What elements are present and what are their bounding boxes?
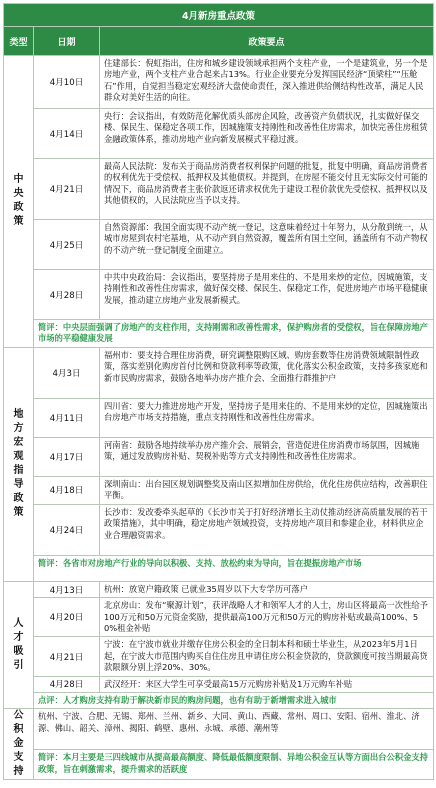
category-char: 公 (13, 710, 24, 722)
category-char: 地 (13, 409, 24, 421)
row-date: 4月21日 (34, 159, 100, 220)
section-comment: 点评：人才购房支持有助于解决新市民的购房问题，也有有助于新增需求进入城市 (34, 693, 434, 709)
category-char: 政 (13, 493, 24, 505)
category-local-label (4, 408, 33, 520)
row-text: 住建部长：倪虹指出，住房和城乡建设领域承担两个支柱产业，一个是建筑业，另一个是房地产业，两个支柱产业合起来占13%。行业企业要充分发挥国民经济“顶梁柱”“压舱石”作用，自觉担当稳定宏观经济大盘使命责任，深入推进供给侧结构性改革，满足人民群众对美好生活的向往。 (100, 56, 434, 109)
category-char: 金 (13, 738, 24, 750)
policy-table (3, 3, 434, 780)
section-comment: 简评：各省市对房地产行业的导向以积极、支持、放松约束为导向，旨在提振房地产市场 (34, 555, 434, 581)
category-char: 导 (13, 479, 24, 491)
category-char: 吸 (13, 646, 24, 658)
category-char: 中 (13, 174, 24, 186)
row-date: 4月21日 (34, 637, 100, 676)
row-date: 4月25日 (34, 220, 100, 270)
category-char: 方 (13, 423, 24, 435)
table-title: 4月新房重点政策 (4, 4, 434, 27)
row-text: 四川省：要大力推进房地产开发，坚持房子是用来住的、不是用来炒的定位，因城施策出台房地产市场支持措施，重点支持刚性和改善性住房需求。 (100, 398, 434, 437)
category-char: 策 (13, 507, 24, 519)
category-char: 央 (13, 188, 24, 200)
section-comment: 简评：中央层面强调了房地产的支柱作用，支持刚需和改善性需求，保护购房者的受偿权，旨在保障房地产市场的平稳健康发展 (34, 320, 434, 348)
category-central (4, 56, 34, 348)
category-char: 策 (13, 216, 24, 228)
row-date: 4月28日 (34, 676, 100, 692)
row-text: 最高人民法院：发布关于商品房消费者权利保护问题的批复，批复中明确，商品房消费者的权利优先于受偿权、抵押权及其他债权。并提到，在房屋不能交付且无实际交付可能的情况下，商品房消费者主张价款返还请求权优先于建设工程价款优先受偿权、抵押权以及其他债权的，人民法院应当予以支持。 (100, 159, 434, 220)
row-date: 4月18日 (34, 476, 100, 504)
row-date: 4月3日 (34, 347, 100, 398)
fund-cities: 杭州、宁波、合肥、无锡、郑州、兰州、新乡、大同、黄山、西藏、常州、周口、安阳、宿州、淮北、济源、佛山、韶关、漳州、揭阳、鹤壁、惠州、永城、承德、潮州等 (34, 709, 434, 750)
row-text: 宁波：在宁波市就业并缴存住房公积金的全日制本科和硕士毕业生，从2023年5月1日起，在宁波大市范围内购买自住住房且申请住房公积金贷款的，贷款额度可按当期最高贷款限额分别上浮20%、30%。 (100, 637, 434, 676)
category-talent (4, 581, 34, 709)
category-char: 指 (13, 465, 24, 477)
header-date: 日期 (34, 27, 100, 56)
row-date: 4月20日 (34, 598, 100, 637)
category-char: 观 (13, 451, 24, 463)
category-char: 人 (13, 618, 24, 630)
row-date: 4月11日 (34, 398, 100, 437)
row-date: 4月14日 (34, 109, 100, 159)
row-date: 4月10日 (34, 56, 100, 109)
section-comment: 简评：本月主要是三四线城市从提高最高额度、降低最低额度限制、异地公积金互认等方面出台公积金支持政策，旨在刺激需求，提升需求的活跃度 (34, 750, 434, 780)
category-char: 积 (13, 724, 24, 736)
category-talent-label (4, 617, 33, 673)
category-fund (4, 709, 34, 780)
header-policy: 政策要点 (100, 27, 434, 56)
category-fund-label (4, 709, 33, 779)
row-text: 北京房山：发布“聚源计划”，获评战略人才和领军人才的人士，房山区将最高一次性给予100万元和50万元资金奖励，提供最高100万元和50万元的购房补贴或最高100%、50%租金补贴 (100, 598, 434, 637)
row-text: 福州市：要支持合理住房消费，研究调整限购区域、购房套数等住房消费领域限制性政策，落实差别化购房首付比例和贷款利率等政策，优化落实公积金政策，支持多孩家庭和新市民购房需求，鼓励各地举办房产推介会、全面推行群推护户 (100, 347, 434, 398)
row-date: 4月28日 (34, 270, 100, 320)
category-char: 支 (13, 752, 24, 764)
row-text: 河南省：鼓励各地持续举办房产推介会、展销会，营造促进住房消费市场氛围，因城施策，通过发放购房补贴、契税补贴等方式支持刚性和改善性住房需求。 (100, 437, 434, 476)
row-text: 深圳南山：出台园区规划调整奖及南山区拟增加住房供给，优化住房供应结构，改善职住平衡。 (100, 476, 434, 504)
row-date: 4月13日 (34, 581, 100, 597)
row-text: 中共中央政治局：会议指出，要坚持房子是用来住的、不是用来炒的定位，因城施策，支持刚性和改善性住房需求，做好保交楼、保民生、保稳定工作，促进房地产市场平稳健康发展，推动建立房地产业发展新模式。 (100, 270, 434, 320)
row-text: 武汉经开：来区大学生可享受最高15万元购房补贴及1万元购车补贴 (100, 676, 434, 692)
row-text: 长沙市：发改委牵头起草的《长沙市关于打好经济增长主动仗推动经济高质量发展的若干政策措施》，其中明确，稳定房地产领域投资，支持房地产项目和参建企业，材料供应企业合理融资需求。 (100, 504, 434, 555)
category-char: 才 (13, 632, 24, 644)
row-text: 杭州：放宽户籍政策 已就业35周岁以下大专学历可落户 (100, 581, 434, 597)
category-char: 引 (13, 660, 24, 672)
category-central-label (4, 173, 33, 229)
row-text: 自然资源部：我国全面实现不动产统一登记，这意味着经过十年努力，从分散到统一，从城市房屋到农村宅基地，从不动产到自然资源，覆盖所有国土空间，涵盖所有不动产物权的不动产统一登记制度全面建立。 (100, 220, 434, 270)
category-local (4, 347, 34, 581)
category-char: 政 (13, 202, 24, 214)
header-type: 类型 (4, 27, 34, 56)
category-char: 持 (13, 766, 24, 778)
row-date: 4月24日 (34, 504, 100, 555)
row-date: 4月17日 (34, 437, 100, 476)
row-text: 央行：会议指出，有效防范化解优质头部房企风险，改善资产负债状况，扎实做好保交楼、保民生、保稳定各项工作，因城施策支持刚性和改善性住房需求，加快完善住房租赁金融政策体系，推动房地产业向新发展模式平稳过渡。 (100, 109, 434, 159)
category-char: 宏 (13, 437, 24, 449)
